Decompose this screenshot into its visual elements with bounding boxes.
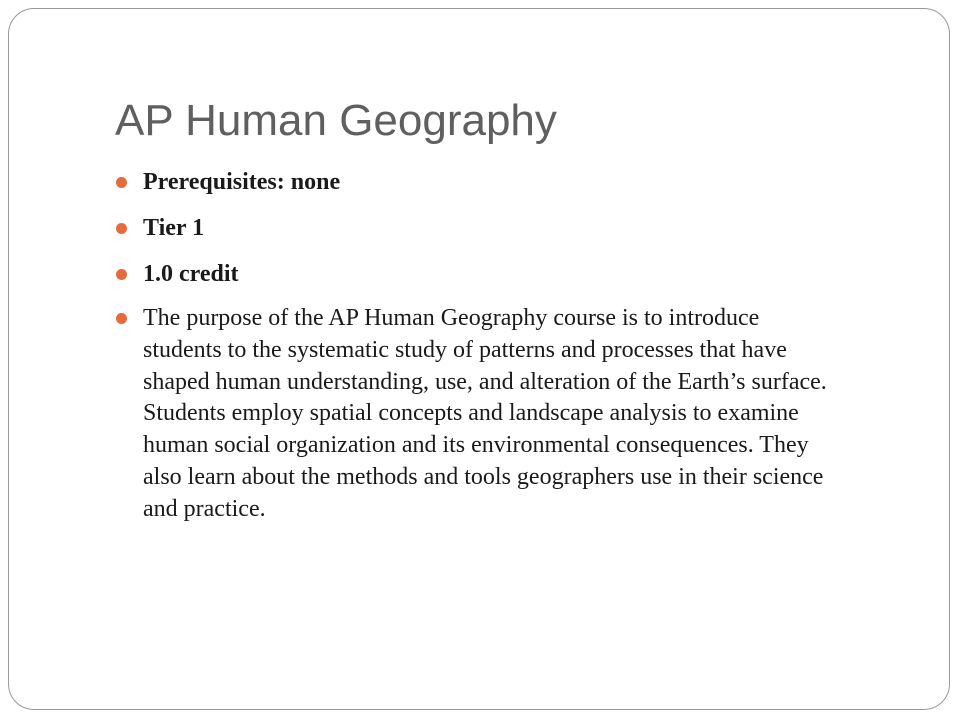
bullet-text: 1.0 credit [143,261,239,287]
bullet-item-description [115,303,843,526]
slide-frame [8,8,950,710]
bullet-list [115,167,843,526]
bullet-text: Tier 1 [143,215,205,241]
bullet-item-credit [115,259,843,289]
slide-title: AP Human Geography [115,96,557,145]
bullet-text: The purpose of the AP Human Geography course is to introduce students to the systematic study of patterns and processes that have shaped human understanding, use, and alteration of the Earth’s surface. Students employ spatial concepts and landscape analysis to examine human social organization and its environmental consequences. They also learn about the methods and tools geographers use in their science and practice. [143,305,827,522]
bullet-item-prerequisites [115,167,843,197]
bullet-text: Prerequisites: none [143,169,341,195]
bullet-dot-icon [116,269,127,280]
bullet-dot-icon [116,177,127,188]
bullet-dot-icon [116,223,127,234]
bullet-dot-icon [116,313,127,324]
bullet-item-tier [115,213,843,243]
